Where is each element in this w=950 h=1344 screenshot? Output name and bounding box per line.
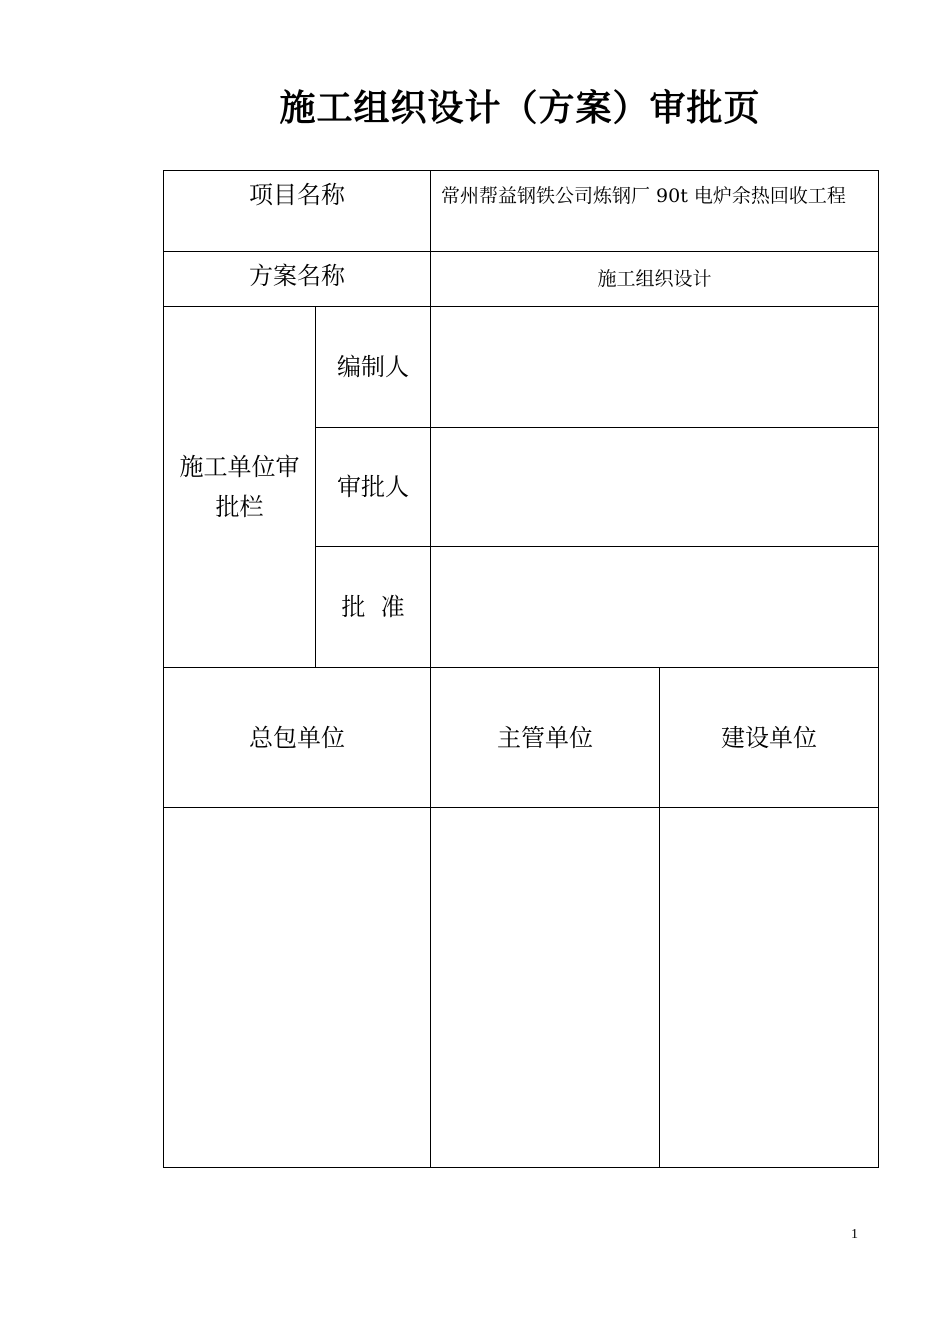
project-name-label: 项目名称: [164, 171, 431, 252]
compiler-row: [164, 307, 879, 428]
reviewer-field[interactable]: [431, 428, 879, 547]
reviewer-label: 审批人: [316, 428, 431, 547]
supervising-unit-field[interactable]: [431, 808, 660, 1168]
approval-table: [163, 170, 879, 1168]
compiler-label: 编制人: [316, 307, 431, 428]
units-header-row: [164, 668, 879, 808]
units-signature-row: [164, 808, 879, 1168]
supervising-unit-label: 主管单位: [431, 668, 660, 808]
page-number: 1: [851, 1227, 858, 1242]
scheme-name-row: [164, 252, 879, 307]
owner-unit-field[interactable]: [660, 808, 879, 1168]
construction-unit-approval-label: 施工单位审批栏: [164, 307, 316, 668]
general-contractor-field[interactable]: [164, 808, 431, 1168]
page-title: 施工组织设计（方案）审批页: [279, 88, 761, 129]
project-name-row: [164, 171, 879, 252]
compiler-field[interactable]: [431, 307, 879, 428]
project-name-value: 常州帮益钢铁公司炼钢厂 90t 电炉余热回收工程: [431, 171, 879, 252]
general-contractor-label: 总包单位: [164, 668, 431, 808]
approval-field[interactable]: [431, 547, 879, 668]
owner-unit-label: 建设单位: [660, 668, 879, 808]
approval-label: 批 准: [316, 547, 431, 668]
scheme-name-value: 施工组织设计: [431, 252, 879, 307]
scheme-name-label: 方案名称: [164, 252, 431, 307]
